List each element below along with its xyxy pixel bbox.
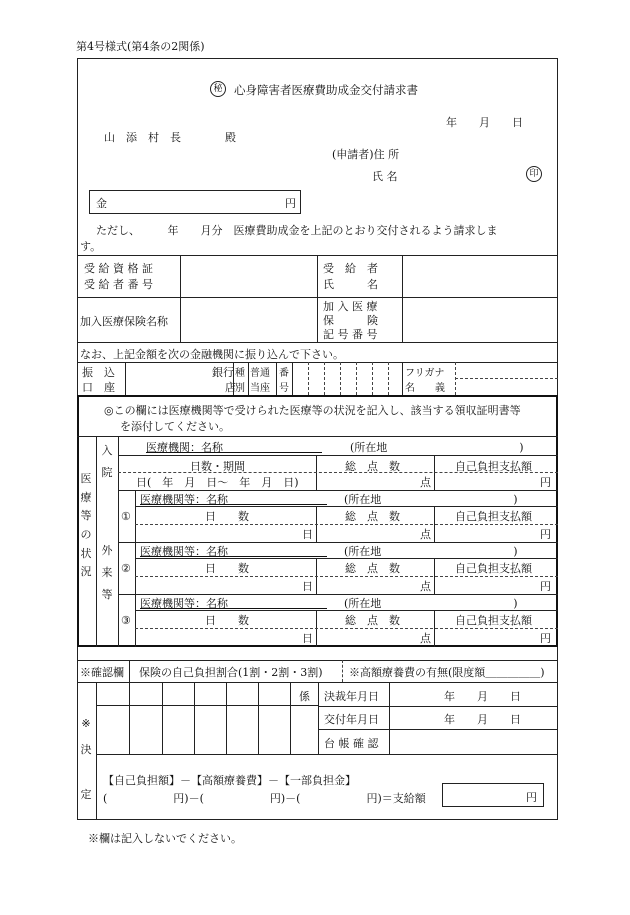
request-text: ただし、 年 月分 医療費助成金を上記のとおり交付されるよう請求しま [96, 224, 498, 237]
decision-date-label: 決裁年月日 [324, 690, 379, 703]
formula-header: 【自己負担額】－【高額療養費】－【一部負担金】 [103, 774, 356, 787]
yen-unit: 円 [540, 580, 551, 593]
outpatient-label: 外 来 等 [101, 544, 113, 601]
applicant-name-label: 氏 名 [372, 170, 398, 183]
outpatient-facility-label: 医療機関等：名称 [140, 493, 228, 506]
type-label: 別 [235, 383, 245, 394]
outpatient-location[interactable]: (所在地 ) [344, 597, 518, 610]
bank-label: 銀行 [212, 366, 234, 379]
request-text-end: す。 [80, 240, 102, 253]
copay-header: 自己負担支払額 [455, 460, 532, 473]
account-number-label: 号 [279, 383, 289, 394]
day-unit: 日 [302, 528, 313, 541]
ledger-check-label: 台 帳 確 認 [324, 737, 379, 750]
insurance-number-label: 加 入 医 療 [323, 300, 378, 313]
addressee: 山 添 村 長 殿 [104, 131, 236, 144]
copay-ratio[interactable]: 保険の自己負担割合(1割・2割・3割) [139, 666, 323, 679]
days-header: 日 数 [205, 510, 249, 523]
recipient-label: 受 給 者 [323, 262, 378, 275]
transfer-label: 振 込 [82, 366, 115, 379]
copay-header: 自己負担支払額 [455, 510, 532, 523]
outpatient-facility-label: 医療機関等：名称 [140, 545, 228, 558]
account-number-label: 番 [279, 368, 289, 379]
total-points-header: 総 点 数 [345, 510, 400, 523]
insurance-name-label: 加入医療保険名称 [80, 315, 168, 328]
yen-unit: 円 [540, 632, 551, 645]
outpatient-number: ③ [121, 614, 131, 627]
points-unit: 点 [420, 632, 431, 645]
footer-note: ※欄は記入しないでください。 [88, 832, 242, 845]
yen-unit: 円 [540, 528, 551, 541]
recipient-label: 氏 名 [323, 278, 378, 291]
medical-notice: を添付してください。 [120, 420, 230, 433]
inpatient-period-field[interactable]: 日( 年 月 日～ 年 月 日) [136, 476, 299, 489]
date-field[interactable]: 年 月 日 [446, 116, 523, 129]
ordinary-label[interactable]: 普通 [250, 368, 270, 379]
furigana-label: フリガナ [405, 368, 445, 379]
formula-values[interactable]: ( 円)－( 円)－( 円)＝支給額 [103, 792, 426, 805]
bank-note: なお、上記金額を次の金融機関に振り込んで下さい。 [80, 348, 344, 361]
total-points-header: 総 点 数 [345, 460, 400, 473]
outpatient-location[interactable]: (所在地 ) [344, 493, 518, 506]
decision-side-label: ※ 決 定 [80, 717, 92, 801]
outpatient-facility-label: 医療機関等：名称 [140, 597, 228, 610]
issue-date-label: 交付年月日 [324, 713, 379, 726]
days-period-header: 日数・期間 [190, 460, 245, 473]
cert-label: 受 給 者 番 号 [84, 278, 153, 291]
outpatient-number: ① [121, 510, 131, 523]
checking-label[interactable]: 当座 [250, 383, 270, 394]
days-header: 日 数 [205, 614, 249, 627]
days-header: 日 数 [205, 562, 249, 575]
outpatient-location[interactable]: (所在地 ) [344, 545, 518, 558]
total-points-header: 総 点 数 [345, 562, 400, 575]
day-unit: 日 [302, 580, 313, 593]
account-holder-label: 名 義 [405, 383, 445, 394]
applicant-address-label: (申請者)住 所 [332, 148, 400, 161]
type-label: 種 [235, 368, 245, 379]
copay-header: 自己負担支払額 [455, 562, 532, 575]
amount-box[interactable] [89, 190, 301, 214]
total-points-header: 総 点 数 [345, 614, 400, 627]
payment-yen-unit: 円 [526, 791, 537, 804]
staff-label: 係 [299, 690, 310, 703]
confirm-label: ※確認欄 [80, 666, 124, 679]
inpatient-label: 入 院 [101, 444, 113, 479]
form-title: 心身障害者医療費助成金交付請求書 [234, 83, 418, 97]
medical-notice: ◎この欄には医療機関等で受けられた医療等の状況を記入し、該当する領収証明書等 [104, 404, 521, 417]
yen-unit: 円 [540, 476, 551, 489]
inpatient-facility-label: 医療機関：名称 [146, 441, 223, 454]
confidential-seal-icon: 秘 [210, 81, 226, 97]
insurance-number-label: 保 険 [323, 314, 378, 327]
medical-side-label: 医 療 等 の 状 況 [80, 472, 92, 579]
amount-suffix: 円 [285, 197, 296, 210]
transfer-label: 口 座 [82, 381, 115, 394]
issue-date-field[interactable]: 年 月 日 [444, 713, 521, 726]
insurance-number-label: 記 号 番 号 [323, 328, 378, 341]
copay-header: 自己負担支払額 [455, 614, 532, 627]
points-unit: 点 [420, 580, 431, 593]
decision-date-field[interactable]: 年 月 日 [444, 690, 521, 703]
points-unit: 点 [420, 528, 431, 541]
form-number: 第4号様式(第4条の2関係) [76, 40, 205, 53]
points-unit: 点 [420, 476, 431, 489]
outpatient-number: ② [121, 562, 131, 575]
day-unit: 日 [302, 632, 313, 645]
applicant-seal-icon: 印 [526, 166, 542, 182]
amount-prefix: 金 [96, 197, 107, 210]
branch-label: 店 [225, 381, 236, 394]
inpatient-location[interactable]: (所在地 ) [350, 441, 524, 454]
cert-label: 受 給 資 格 証 [84, 262, 153, 275]
high-cost-check[interactable]: ※高額療養費の有無(限度額＿＿＿＿＿) [349, 666, 545, 679]
